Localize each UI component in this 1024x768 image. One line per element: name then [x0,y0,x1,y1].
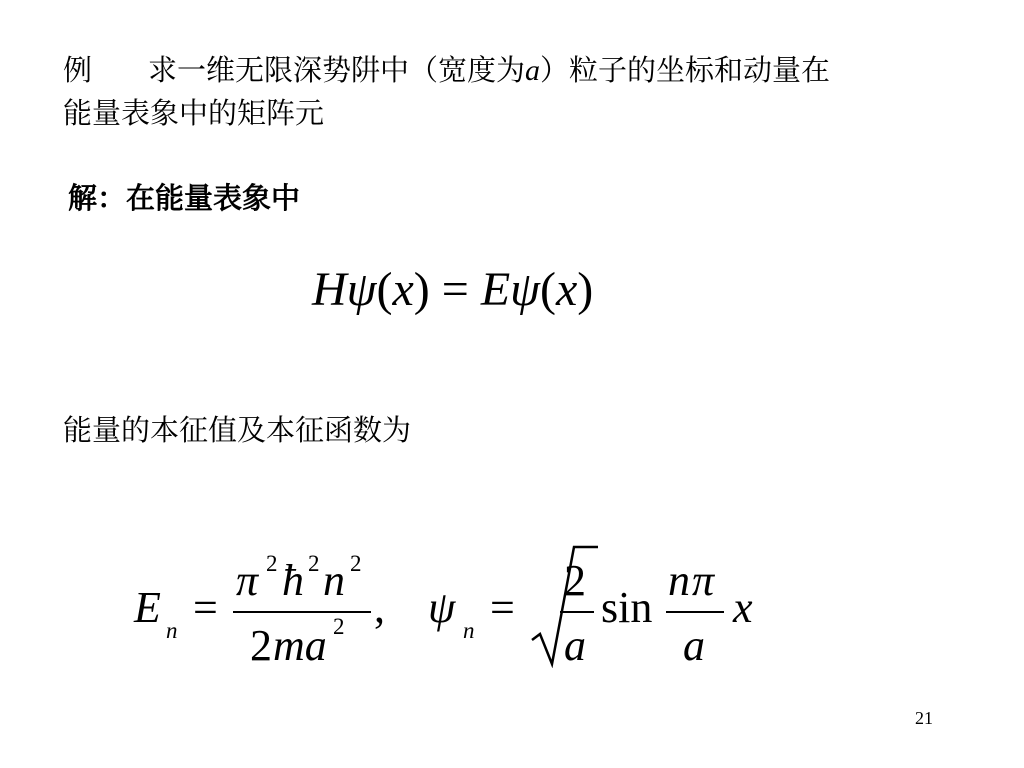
eq1-rparen: ) [413,263,430,316]
eq2-num-pi-exp: 2 [266,551,278,576]
eq2-den-ma: ma [273,621,327,670]
eq2-sqrt-numerator: 2 [564,556,586,605]
problem-text-before: 求一维无限深势阱中（宽度为 [148,53,526,87]
problem-line-2: 能量表象中的矩阵元 [63,96,325,130]
page-number: 21 [915,708,933,728]
eq2-den-exp: 2 [333,614,345,639]
eq1-psi-2: ψ [510,263,540,316]
eq2-frac-num-n: n [668,556,690,605]
eq1-energy: E [480,263,511,316]
eq2-num-n-exp: 2 [350,551,362,576]
eq2-fraction-bar-3 [666,611,724,613]
eq2-comma: , [374,583,385,632]
eq2-equals-1: = [193,583,218,632]
problem-label: 例 [63,53,93,87]
eq2-equals-2: = [490,583,515,632]
eq1-psi: ψ [346,263,377,316]
eq2-num-n: n [323,556,345,605]
eq2-psi-subscript: n [463,618,475,643]
eq1-lparen: ( [376,263,393,316]
eq2-frac-num-pi: π [692,556,715,605]
eq1-x-2: x [555,263,578,316]
solution-heading: 解：在能量表象中 [68,181,301,215]
eq2-x: x [733,583,753,632]
eq2-fraction-bar-1 [233,611,371,613]
eq2-fraction-bar-2 [560,611,594,613]
eq2-energy: E [134,583,161,632]
eq1-hamiltonian: H [312,263,347,316]
problem-width-var: a [525,54,541,87]
eq2-psi: ψ [428,583,456,632]
eq1-lparen-2: ( [539,263,556,316]
eigen-description: 能量的本征值及本征函数为 [63,413,412,447]
eq2-sqrt-denominator: a [564,621,586,670]
eq1-rparen-2: ) [577,263,594,316]
eq1-x: x [392,263,414,316]
eq2-num-hbar: ħ [282,556,304,605]
eq2-num-pi: π [236,556,259,605]
eq2-energy-subscript: n [166,618,178,643]
eq2-num-hbar-exp: 2 [308,551,320,576]
eq1-equals: = [441,263,469,316]
eq2-den-two: 2 [250,621,272,670]
problem-text-after: ）粒子的坐标和动量在 [540,53,831,87]
eq2-frac-denominator: a [683,621,705,670]
eq2-sin: sin [601,583,653,632]
